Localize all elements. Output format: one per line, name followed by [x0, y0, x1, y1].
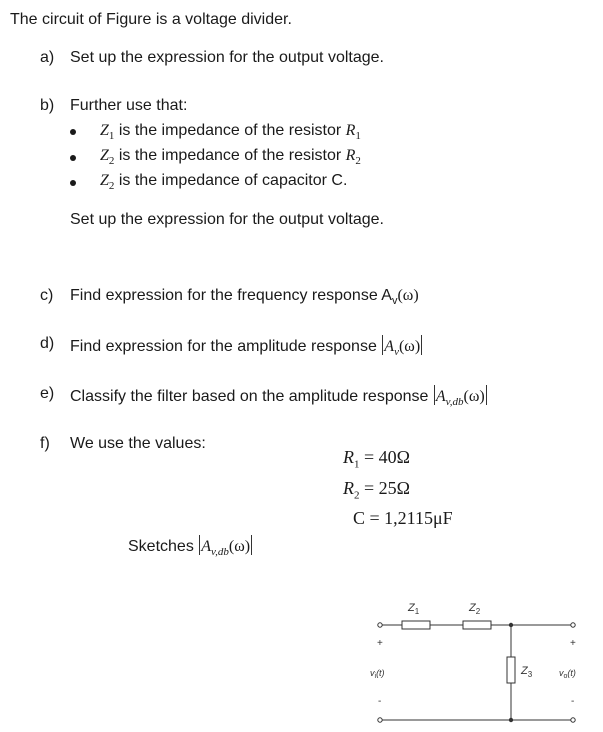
z2-label: $Z_2$ [469, 602, 481, 616]
item-e-label: e) [40, 385, 55, 402]
item-d-label: d) [40, 335, 55, 352]
item-f-text: We use the values: [70, 435, 206, 452]
value-r1: $R_1 = 40\Omega$ [343, 447, 411, 471]
terminal-out-top [571, 623, 575, 627]
z1-label: $Z_1$ [408, 602, 420, 616]
bullet-2-dot [70, 155, 76, 161]
z3-resistor [507, 657, 515, 683]
vi-plus: + [377, 638, 383, 649]
value-r2: $R_2 = 25\Omega$ [343, 478, 411, 502]
item-c-text: Find expression for the frequency response $A_v(\omega)$ [70, 287, 419, 308]
bullet-3: $Z_2$ is the impedance of capacitor C. [100, 172, 348, 193]
junction-top [509, 623, 513, 627]
z1-resistor [402, 621, 430, 629]
bullet-1: $Z_1$ is the impedance of the resistor $R_1$ [100, 122, 361, 143]
item-c-label: c) [40, 287, 54, 304]
z2-resistor [463, 621, 491, 629]
junction-bottom [509, 718, 513, 722]
value-c: C = 1,2115μF [353, 508, 453, 528]
terminal-out-bottom [571, 718, 575, 722]
item-b-text: Further use that: [70, 97, 188, 114]
item-a-text: Set up the expression for the output voltage. [70, 49, 384, 66]
terminal-in-bottom [378, 718, 382, 722]
bullet-1-dot [70, 129, 76, 135]
terminal-in-top [378, 623, 382, 627]
item-d-text: Find expression for the amplitude response $A_v(\omega)$ [70, 335, 423, 358]
item-a-label: a) [40, 49, 55, 66]
item-f-label: f) [40, 435, 50, 452]
sketch-text: Sketches $A_{v,db}(\omega)$ [128, 535, 253, 558]
bullet-3-dot [70, 180, 76, 186]
vo-minus: - [571, 696, 575, 707]
vo-plus: + [570, 638, 576, 649]
intro-text: The circuit of Figure is a voltage divider. [10, 11, 292, 28]
z3-label: $Z_3$ [521, 665, 533, 679]
vi-label: $v_i(t)$ [370, 668, 385, 680]
circuit-diagram [360, 592, 600, 732]
vo-label: $v_o(t)$ [559, 668, 576, 680]
bullet-2: $Z_2$ is the impedance of the resistor $R_2$ [100, 147, 361, 168]
vi-minus: - [378, 696, 382, 707]
item-b-label: b) [40, 97, 55, 114]
item-b-after: Set up the expression for the output voltage. [70, 211, 384, 228]
item-e-text: Classify the filter based on the amplitude response $A_{v,db}(\omega)$ [70, 385, 488, 408]
